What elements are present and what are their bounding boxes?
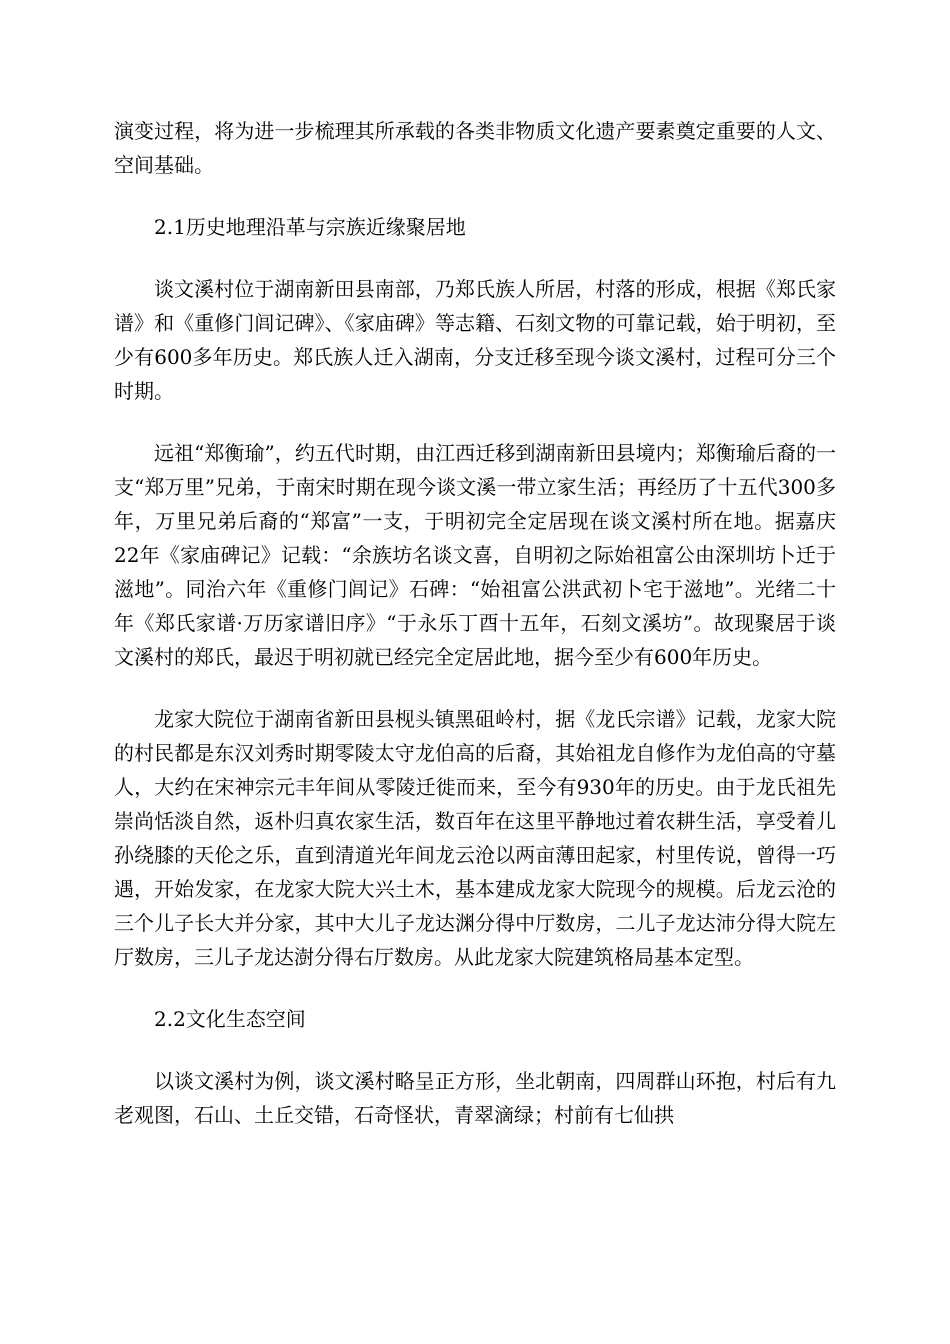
body-paragraph: 谈文溪村位于湖南新田县南部，乃郑氏族人所居，村落的形成，根据《郑氏家谱》和《重修门闾记碑》、《家庙碑》等志籍、石刻文物的可靠记载，始于明初，至少有600多年历史。郑氏族人迁入湖南，分支迁移至现今谈文溪村，过程可分三个时期。 [114,277,836,403]
body-paragraph: 龙家大院位于湖南省新田县枧头镇黑砠岭村，据《龙氏宗谱》记载，龙家大院的村民都是东汉刘秀时期零陵太守龙伯高的后裔，其始祖龙自修作为龙伯高的守墓人，大约在宋神宗元丰年间从零陵迁徙而来，至今有930年的历史。由于龙氏祖先崇尚恬淡自然，返朴归真农家生活，数百年在这里平静地过着农耕生活，享受着儿孙绕膝的天伦之乐，直到清道光年间龙云沧以两亩薄田起家，村里传说，曾得一巧遇，开始发家，在龙家大院大兴土木，基本建成龙家大院现今的规模。后龙云沧的三个儿子长大并分家，其中大儿子龙达渊分得中厅数房，二儿子龙达沛分得大院左厅数房，三儿子龙达澍分得右厅数房。从此龙家大院建筑格局基本定型。 [114,707,836,969]
continuation-paragraph: 演变过程，将为进一步梳理其所承载的各类非物质文化遗产要素奠定重要的人文、空间基础。 [114,119,836,177]
section-heading-2-1: 2.1历史地理沿革与宗族近缘聚居地 [154,215,466,239]
body-paragraph: 以谈文溪村为例，谈文溪村略呈正方形，坐北朝南，四周群山环抱，村后有九老观图，石山、土丘交错，石奇怪状，青翠滴绿；村前有七仙拱 [114,1069,836,1127]
document-page [114,114,836,1132]
section-heading-2-2: 2.2文化生态空间 [154,1007,306,1031]
body-paragraph: 远祖“郑衡瑜”，约五代时期，由江西迁移到湖南新田县境内；郑衡瑜后裔的一支“郑万里”兄弟，于南宋时期在现今谈文溪一带立家生活；再经历了十五代300多年，万里兄弟后裔的“郑富”一支，于明初完全定居现在谈文溪村所在地。据嘉庆22年《家庙碑记》记载：“余族坊名谈文喜，自明初之际始祖富公由深圳坊卜迁于滋地”。同治六年《重修门闾记》石碑：“始祖富公洪武初卜宅于滋地”。光绪二十年《郑氏家谱·万历家谱旧序》“于永乐丁酉十五年，石刻文溪坊”。故现聚居于谈文溪村的郑氏，最迟于明初就已经完全定居此地，据今至少有600年历史。 [114,441,836,669]
